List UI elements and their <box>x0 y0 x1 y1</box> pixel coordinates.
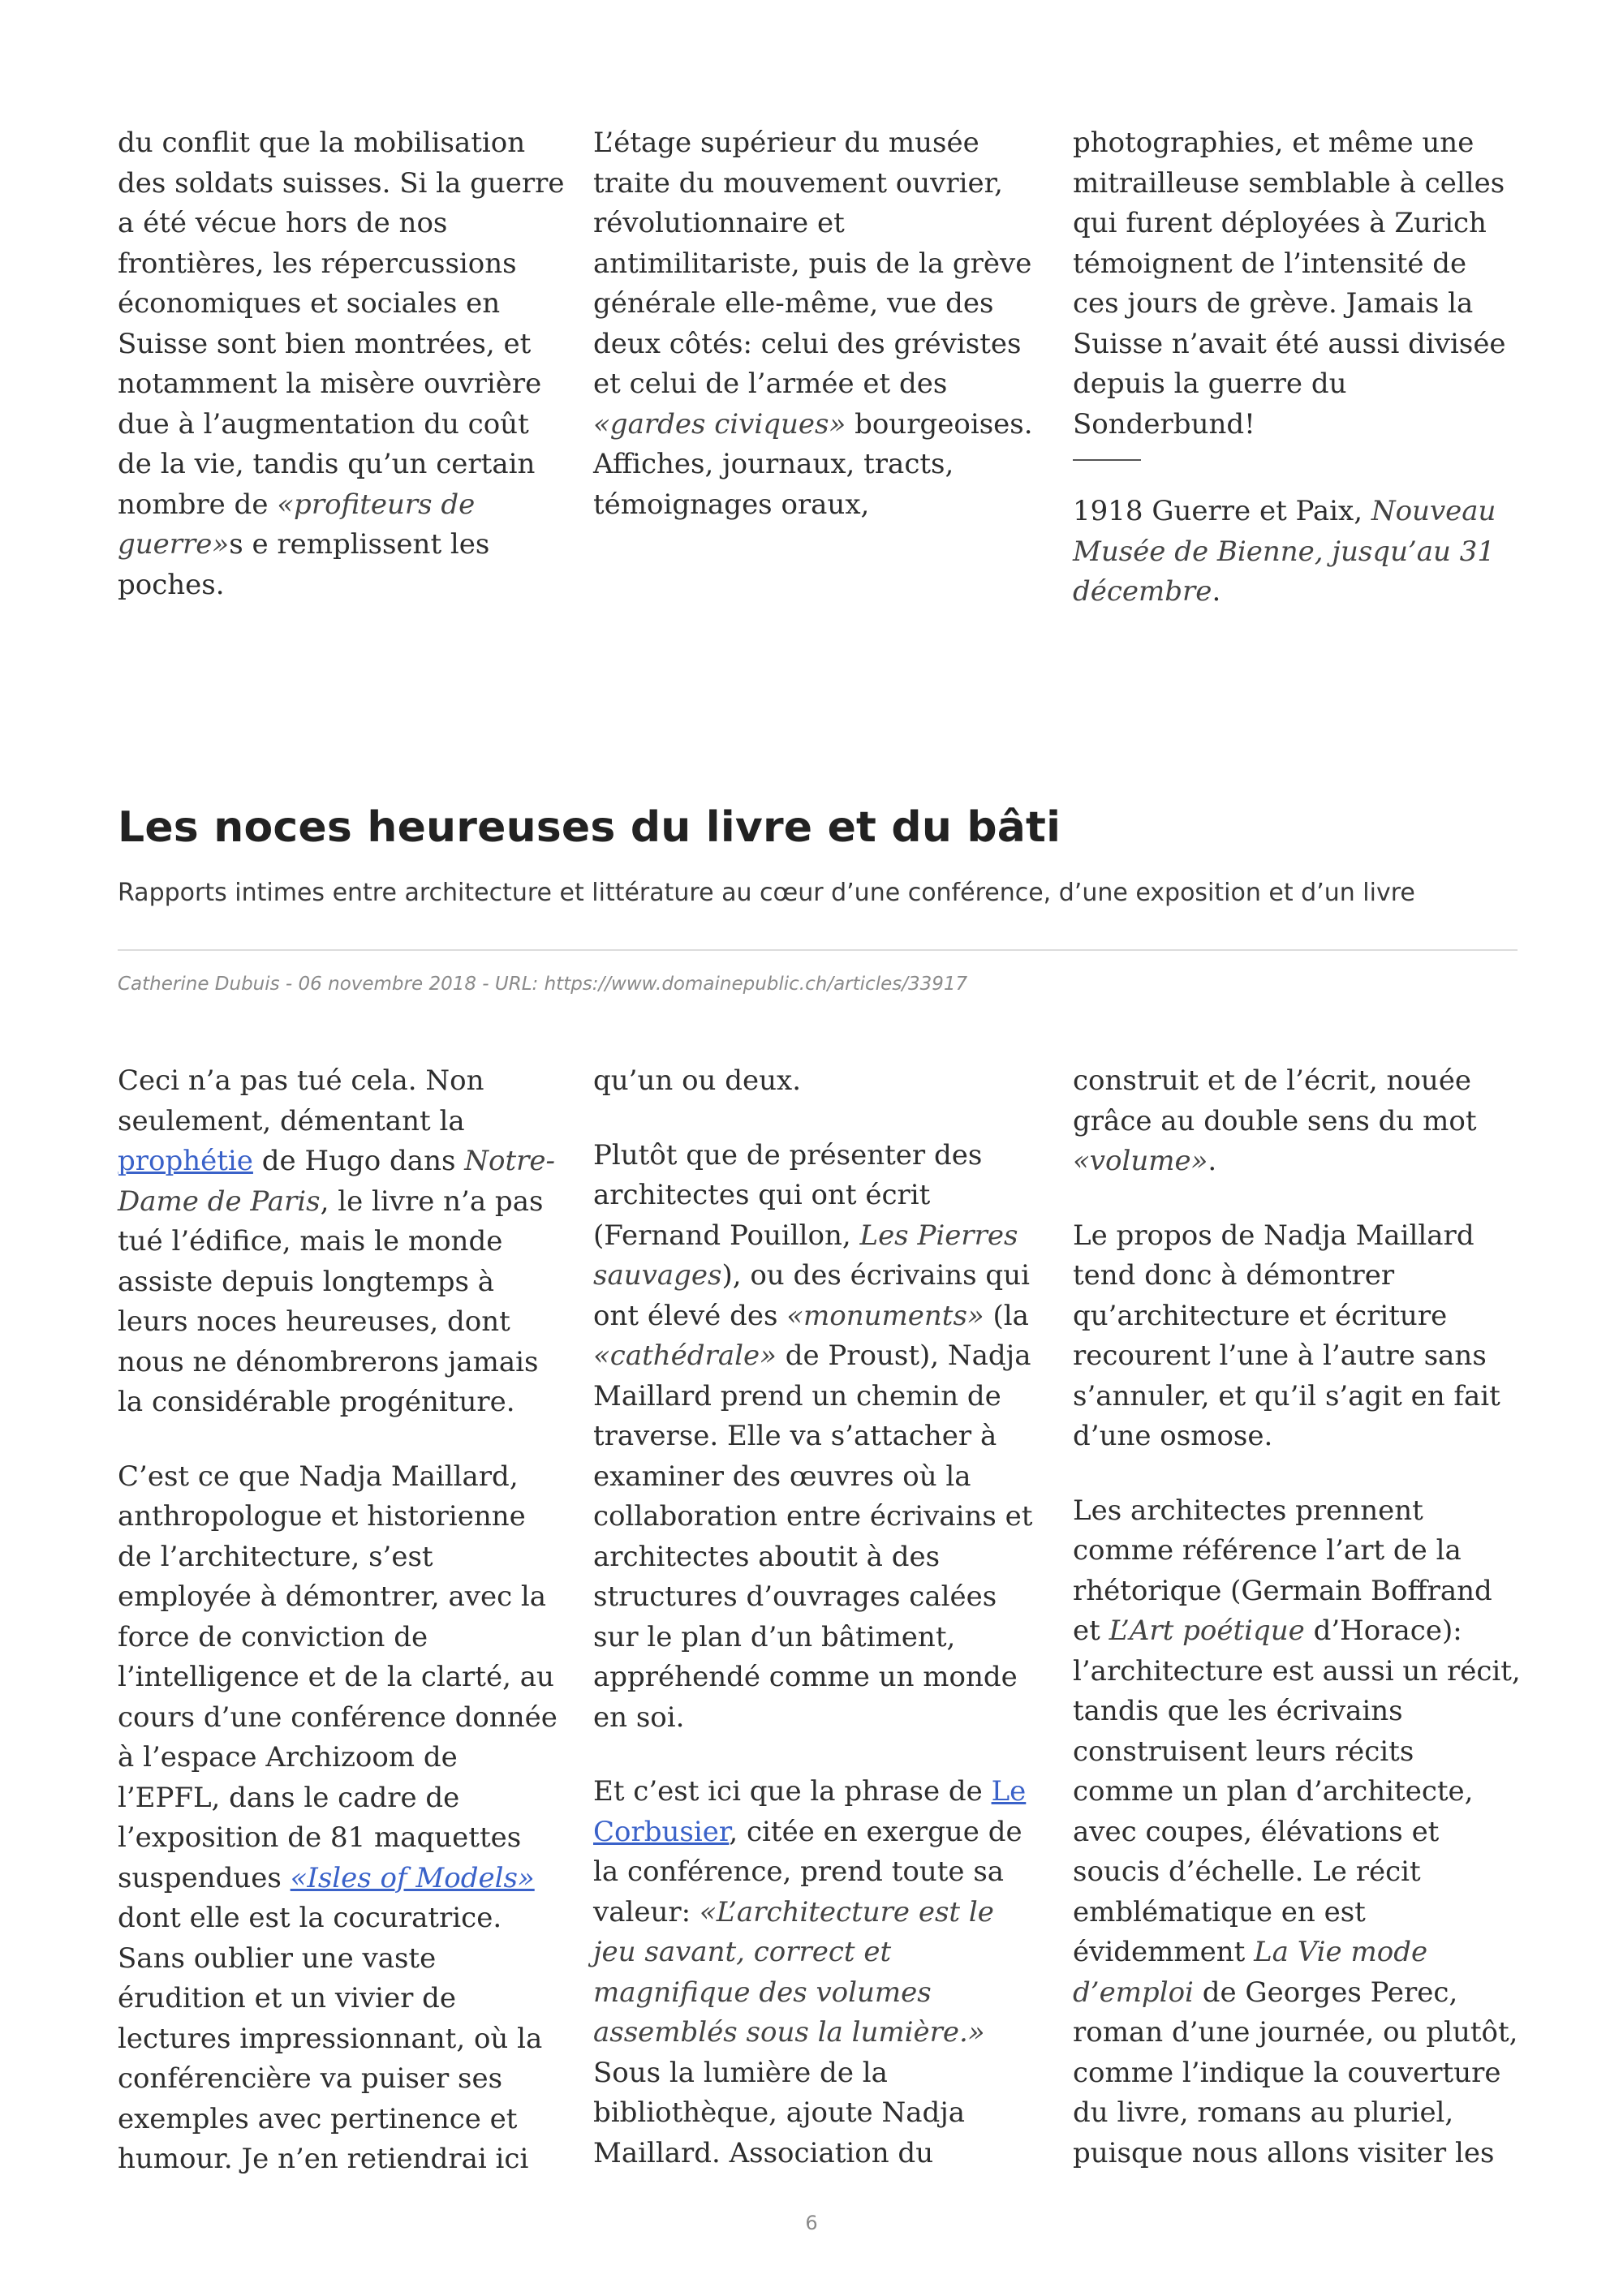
text-line: employée à démontrer, avec la <box>118 1580 547 1613</box>
text-line: Plutôt que de présenter des <box>593 1138 983 1172</box>
text-line: frontières, les répercussions <box>118 247 517 280</box>
text-line: lectures impressionnant, où la <box>118 2022 543 2055</box>
article-paragraph <box>1073 1216 1527 1457</box>
text-line: Suisse n’avait été aussi divisée <box>1073 327 1506 360</box>
text-line: l’EPFL, dans le cadre de <box>118 1781 460 1814</box>
text-line: l’architecture est aussi un récit, <box>1073 1654 1521 1688</box>
text-line: examiner des œuvres où la <box>593 1460 971 1493</box>
text-line <box>1073 492 1527 532</box>
text-line: seulement, démentant la <box>118 1104 465 1137</box>
text-line: construisent leurs récits <box>1073 1735 1414 1768</box>
italic-title: Les Pierres <box>859 1219 1018 1252</box>
text-line: et celui de l’armée et des <box>593 368 948 400</box>
text-line: roman d’une journée, ou plutôt, <box>1073 2016 1518 2049</box>
text-line: des soldats suisses. Si la guerre <box>118 166 565 200</box>
text-line: deux côtés: celui des grévistes <box>593 327 1022 360</box>
text-line: traverse. Elle va s’attacher à <box>593 1420 997 1452</box>
text-line: la considérable progéniture. <box>118 1386 515 1418</box>
italic-title: sauvages <box>593 1259 722 1292</box>
text-line <box>1073 1142 1527 1182</box>
text-line: architectes qui ont écrit <box>593 1179 931 1211</box>
footnote-rule-container <box>1073 459 1527 492</box>
text-line: poches. <box>118 568 225 601</box>
article-paragraph <box>593 1136 1048 1739</box>
quote-text: assemblés sous la lumière.» <box>593 2016 985 2049</box>
text-line: Ceci n’a pas tué cela. Non <box>118 1064 484 1097</box>
prev-article-column-3 <box>1073 123 1527 613</box>
text-line <box>1073 572 1527 613</box>
text-line: qu’architecture et écriture <box>1073 1299 1448 1332</box>
text-line: nous ne dénombrerons jamais <box>118 1345 539 1378</box>
text-fragment: , citée en exergue de <box>729 1815 1022 1848</box>
italic-title: L’Art poétique <box>1109 1615 1305 1647</box>
text-fragment: évidemment <box>1073 1936 1255 1968</box>
text-line <box>593 1812 1048 1853</box>
italic-title: Notre- <box>464 1145 555 1177</box>
italic-term: Musée de Bienne, jusqu’au 31 <box>1073 535 1496 568</box>
prev-paragraph <box>1073 123 1527 445</box>
text-line: appréhendé comme un monde <box>593 1661 1018 1693</box>
text-line: humour. Je n’en retiendrai ici <box>118 2143 529 2175</box>
text-fragment: valeur: <box>593 1895 700 1928</box>
text-line: anthropologue et historienne <box>118 1500 526 1533</box>
text-line: soucis d’échelle. Le récit <box>1073 1855 1421 1888</box>
text-line: Maillard. Association du <box>593 2136 934 2169</box>
text-fragment: bourgeoises. <box>846 407 1033 441</box>
text-line <box>118 1859 572 1899</box>
italic-term: «gardes civiques» <box>593 407 846 441</box>
text-line: notamment la misère ouvrière <box>118 368 542 400</box>
text-line: Suisse sont bien montrées, et <box>118 327 532 360</box>
text-line: à l’espace Archizoom de <box>118 1741 458 1774</box>
text-line <box>593 1973 1048 2014</box>
text-line: qu’un ou deux. <box>593 1064 802 1097</box>
text-line: qui furent déployées à Zurich <box>1073 207 1487 239</box>
article-column-1 <box>118 1061 572 2180</box>
text-line: conférencière va puiser ses <box>118 2062 503 2095</box>
text-line: bibliothèque, ajoute Nadja <box>593 2096 966 2129</box>
text-line: a été vécue hors de nos <box>118 207 448 239</box>
text-line: de la vie, tandis qu’un certain <box>118 448 536 480</box>
text-line: rhétorique (Germain Boffrand <box>1073 1574 1492 1607</box>
text-line: exemples avec pertinence et <box>118 2102 518 2135</box>
article-paragraph <box>593 1061 1048 1102</box>
text-line: du livre, romans au pluriel, <box>1073 2096 1454 2129</box>
italic-term: décembre <box>1073 575 1212 608</box>
text-line: l’exposition de 81 maquettes <box>118 1821 522 1854</box>
italic-term: «monuments» <box>786 1299 984 1332</box>
text-line: Sous la lumière de la <box>593 2056 888 2089</box>
italic-title: Dame de Paris <box>118 1185 321 1218</box>
text-line: depuis la guerre du <box>1073 368 1347 400</box>
text-line: sur le plan d’un bâtiment, <box>593 1620 956 1653</box>
quote-text: «L’architecture est le <box>699 1895 994 1928</box>
text-fragment: suspendues <box>118 1861 291 1894</box>
text-line: d’une osmose. <box>1073 1420 1273 1452</box>
text-line: construit et de l’écrit, nouée <box>1073 1064 1472 1097</box>
text-line: révolutionnaire et <box>593 207 845 239</box>
text-line: Le propos de Nadja Maillard <box>1073 1219 1474 1252</box>
text-line: Sans oublier une vaste <box>118 1941 437 1975</box>
text-line: architectes aboutit à des <box>593 1540 941 1573</box>
text-line <box>593 2013 1048 2053</box>
italic-term: «cathédrale» <box>593 1339 777 1372</box>
text-fragment: de Hugo dans <box>252 1145 465 1177</box>
prev-paragraph <box>118 123 572 605</box>
text-line: collaboration entre écrivains et <box>593 1500 1033 1533</box>
italic-title: La Vie mode <box>1254 1936 1428 1968</box>
text-line <box>593 1296 1048 1337</box>
text-line: économiques et sociales en <box>118 287 501 320</box>
text-fragment: de Proust), Nadja <box>776 1339 1031 1372</box>
text-line: Affiches, journaux, tracts, <box>593 448 954 480</box>
italic-term: Nouveau <box>1371 495 1496 527</box>
text-fragment: . <box>1212 575 1221 608</box>
italic-term: guerre» <box>118 528 230 561</box>
text-fragment: nombre de <box>118 488 278 521</box>
article-paragraph <box>1073 1491 1527 2174</box>
text-fragment: et <box>1073 1615 1109 1647</box>
text-line: grâce au double sens du mot <box>1073 1104 1477 1137</box>
le-corbusier-link[interactable]: Corbusier <box>593 1815 730 1848</box>
text-line: traite du mouvement ouvrier, <box>593 166 1003 200</box>
prev-article-column-1 <box>118 123 572 605</box>
text-line <box>1073 1933 1527 1973</box>
prev-article-column-2 <box>593 123 1048 525</box>
article-title: Les noces heureuses du livre et du bâti <box>118 803 1061 852</box>
text-line: L’étage supérieur du musée <box>593 127 979 159</box>
text-fragment: ), ou des écrivains qui <box>721 1259 1030 1292</box>
text-fragment: Et c’est ici que la phrase de <box>593 1775 992 1808</box>
text-fragment: (Fernand Pouillon, <box>593 1219 860 1252</box>
italic-title: d’emploi <box>1073 1976 1194 2009</box>
text-line: comme référence l’art de la <box>1073 1534 1462 1567</box>
prev-paragraph <box>593 123 1048 525</box>
italic-term: «volume» <box>1073 1145 1208 1177</box>
text-line <box>593 405 1048 445</box>
text-line <box>593 1216 1048 1257</box>
isles-of-models-link[interactable]: «Isles of Models» <box>290 1861 535 1894</box>
text-fragment: , le livre n’a pas <box>320 1185 544 1218</box>
text-line <box>118 525 572 565</box>
text-line <box>118 485 572 526</box>
text-fragment: (la <box>984 1299 1029 1332</box>
text-fragment: s e remplissent les <box>229 528 490 561</box>
text-line: mitrailleuse semblable à celles <box>1073 166 1505 200</box>
text-line: tend donc à démontrer <box>1073 1259 1395 1292</box>
prophetie-link[interactable]: prophétie <box>118 1145 253 1177</box>
header-divider <box>118 949 1518 951</box>
text-line: emblématique en est <box>1073 1895 1366 1928</box>
quote-text: magnifique des volumes <box>593 1976 932 2009</box>
text-line <box>593 1336 1048 1377</box>
text-line <box>593 1933 1048 1973</box>
text-line <box>118 1182 572 1223</box>
text-line: Sonderbund! <box>1073 407 1255 441</box>
footnote-rule <box>1073 459 1141 461</box>
text-fragment: de Georges Perec, <box>1193 1976 1458 2009</box>
text-line: tué l’édifice, mais le monde <box>118 1225 503 1258</box>
italic-term: «profiteurs de <box>277 488 476 521</box>
text-line: la conférence, prend toute sa <box>593 1855 1005 1888</box>
text-line <box>1073 1611 1527 1652</box>
text-fragment: ont élevé des <box>593 1299 787 1332</box>
text-line: photographies, et même une <box>1073 127 1474 159</box>
text-line: en soi. <box>593 1701 685 1734</box>
text-line <box>1073 1973 1527 2014</box>
exhibition-credit <box>1073 492 1527 613</box>
text-line: due à l’augmentation du coût <box>118 407 529 441</box>
article-paragraph <box>118 1457 572 2180</box>
le-corbusier-link[interactable]: Le <box>991 1775 1027 1808</box>
text-line: avec coupes, élévations et <box>1073 1815 1440 1848</box>
text-line: recourent l’une à l’autre sans <box>1073 1339 1487 1372</box>
text-line <box>1073 532 1527 573</box>
text-fragment: . <box>1208 1145 1217 1177</box>
text-line: Maillard prend un chemin de <box>593 1379 1001 1412</box>
text-line: du conflit que la mobilisation <box>118 127 526 159</box>
article-byline: Catherine Dubuis - 06 novembre 2018 - URL: https://www.domainepublic.ch/articles/33917 <box>118 974 968 995</box>
text-line: force de conviction de <box>118 1620 428 1653</box>
text-line: C’est ce que Nadja Maillard, <box>118 1460 519 1493</box>
quote-text: jeu savant, correct et <box>593 1936 892 1968</box>
text-line <box>593 1772 1048 1812</box>
text-line: l’intelligence et de la clarté, au <box>118 1661 554 1693</box>
text-line: témoignages oraux, <box>593 488 870 521</box>
text-line: témoignent de l’intensité de <box>1073 247 1467 280</box>
text-line: s’annuler, et qu’il s’agit en fait <box>1073 1379 1500 1412</box>
text-line: assiste depuis longtemps à <box>118 1265 495 1298</box>
article-paragraph <box>1073 1061 1527 1182</box>
text-line: comme un plan d’architecte, <box>1073 1775 1474 1808</box>
article-column-2 <box>593 1061 1048 2173</box>
text-line: dont elle est la cocuratrice. <box>118 1902 502 1934</box>
text-line: antimilitariste, puis de la grève <box>593 247 1032 280</box>
text-line: leurs noces heureuses, dont <box>118 1305 510 1338</box>
text-line: érudition et un vivier de <box>118 1982 457 2014</box>
article-column-3 <box>1073 1061 1527 2173</box>
page-number: 6 <box>805 2212 818 2234</box>
article-paragraph <box>593 1772 1048 2173</box>
text-line: ces jours de grève. Jamais la <box>1073 287 1474 320</box>
text-line: cours d’une conférence donnée <box>118 1701 558 1734</box>
text-line: tandis que les écrivains <box>1073 1695 1403 1727</box>
text-fragment: 1918 Guerre et Paix, <box>1073 495 1371 527</box>
text-line: puisque nous allons visiter les <box>1073 2136 1495 2169</box>
text-line <box>593 1893 1048 1933</box>
text-line: Les architectes prennent <box>1073 1494 1423 1527</box>
text-line <box>593 1256 1048 1296</box>
text-line: de l’architecture, s’est <box>118 1540 433 1573</box>
text-line: comme l’indique la couverture <box>1073 2056 1501 2089</box>
text-line: structures d’ouvrages calées <box>593 1580 997 1613</box>
text-line: générale elle-même, vue des <box>593 287 994 320</box>
article-paragraph <box>118 1061 572 1423</box>
text-line <box>118 1142 572 1182</box>
article-subtitle: Rapports intimes entre architecture et littérature au cœur d’une conférence, d’une exposition et d’un livre <box>118 879 1415 907</box>
text-fragment: d’Horace): <box>1304 1615 1462 1647</box>
